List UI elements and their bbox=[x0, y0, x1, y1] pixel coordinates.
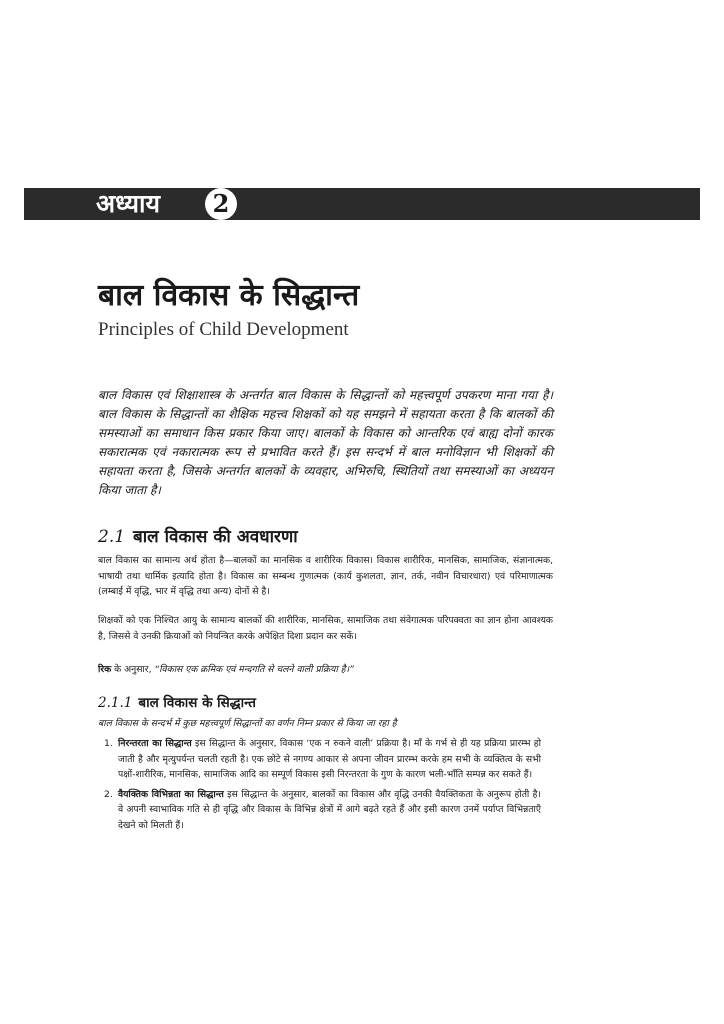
list-item bbox=[98, 787, 541, 834]
list-item bbox=[98, 736, 541, 783]
subsection-intro: बाल विकास के सन्दर्भ में कुछ महत्त्वपूर्ण सिद्धान्तों का वर्णन निम्न प्रकार से किया जा रहा है bbox=[98, 718, 397, 729]
section-number: 2.1 bbox=[98, 527, 126, 547]
list-item-title: वैयक्तिक विभिन्नता का सिद्धान्त bbox=[118, 788, 224, 800]
section-paragraph-2: शिक्षकों को एक निश्चित आयु के सामान्य बालकों की शारीरिक, मानसिक, सामाजिक तथा संवेगात्मक परिपक्वता का ज्ञान होना आवश्यक है, जिससे वे उनकी क्रियाओं को नियन्त्रित करके अपेक्षित दिशा प्रदान कर सकें। bbox=[98, 615, 553, 642]
section-title: बाल विकास की अवधारणा bbox=[133, 527, 298, 547]
list-item-number: 2. bbox=[104, 788, 113, 800]
chapter-label: अध्याय bbox=[96, 189, 160, 218]
principles-list bbox=[98, 736, 541, 837]
subsection-title: बाल विकास के सिद्धान्त bbox=[138, 695, 256, 711]
quote-text: “विकास एक क्रमिक एवं मन्दगति से चलने वाली प्रक्रिया है।” bbox=[154, 664, 354, 675]
list-item-text: इस सिद्धान्त के अनुसार, विकास ‘एक न रुकने वाली’ प्रक्रिया है। माँ के गर्भ से ही यह प्रक्रिया प्रारम्भ हो जाती है और मृत्युपर्यन्त चलती रहती है। एक छोटे से नगण्य आकार से अपना जीवन प्रारम्भ करके हम सभी के व्यक्तित्व के सभी पक्षों-शारीरिक, मानसिक, सामाजिक आदि का सम्पूर्ण विकास इसी निरन्तरता के गुण के कारण भली-भाँति सम्पन्न कर सकते हैं। bbox=[118, 738, 541, 780]
list-item-title: निरन्तरता का सिद्धान्त bbox=[118, 738, 192, 749]
list-item-number: 1. bbox=[104, 738, 113, 749]
section-quote-line bbox=[98, 662, 553, 678]
subsection-heading bbox=[98, 692, 498, 714]
chapter-intro: बाल विकास एवं शिक्षाशास्त्र के अन्तर्गत बाल विकास के सिद्धान्तों को महत्त्वपूर्ण उपकरण माना गया है। बाल विकास के सिद्धान्तों का शैक्षिक महत्त्व शिक्षकों को यह समझने में सहायता करता है कि बालकों की समस्याओं का समाधान किस प्रकार किया जाए। बालकों के विकास को आन्तरिक एवं बाह्य दोनों कारक सकारात्मक एवं नकारात्मक रूप से प्रभावित करते हैं। इस सन्दर्भ में बाल मनोविज्ञान भी शिक्षकों की सहायता करता है, जिसके अन्तर्गत बालकों के व्यवहार, अभिरुचि, स्थितियों तथा समस्याओं का अध्ययन किया जाता है। bbox=[98, 388, 553, 497]
chapter-number-badge: 2 bbox=[205, 188, 237, 220]
list-item-text: इस सिद्धान्त के अनुसार, बालकों का विकास और वृद्धि उनकी वैयक्तिकता के अनुरूप होती है। वे अपनी स्वाभाविक गति से ही वृद्धि और विकास के विभिन्न क्षेत्रों में आगे बढ़ते रहते हैं और इसी कारण उनमें पर्याप्त विभिन्नताएँ देखने को मिलती हैं। bbox=[118, 788, 541, 831]
section-paragraph-1: बाल विकास का सामान्य अर्थ होता है—बालकों का मानसिक व शारीरिक विकास। विकास शारीरिक, मानसिक, सामाजिक, संज्ञानात्मक, भाषायी तथा धार्मिक इत्यादि होता है। विकास का सम्बन्ध गुणात्मक (कार्य कुशलता, ज्ञान, तर्क, नवीन विचारधारा) एवं परिमाणात्मक (लम्बाई में वृद्धि, भार में वृद्धि तथा अन्य) दोनों से है। bbox=[98, 555, 553, 597]
quote-author: रिक bbox=[98, 664, 112, 675]
quote-lead-text: के अनुसार, bbox=[111, 664, 155, 675]
chapter-title: बाल विकास के सिद्धान्त bbox=[98, 278, 360, 313]
subsection-number: 2.1.1 bbox=[98, 695, 133, 711]
chapter-subtitle: Principles of Child Development bbox=[98, 319, 349, 340]
section-heading bbox=[98, 524, 638, 550]
